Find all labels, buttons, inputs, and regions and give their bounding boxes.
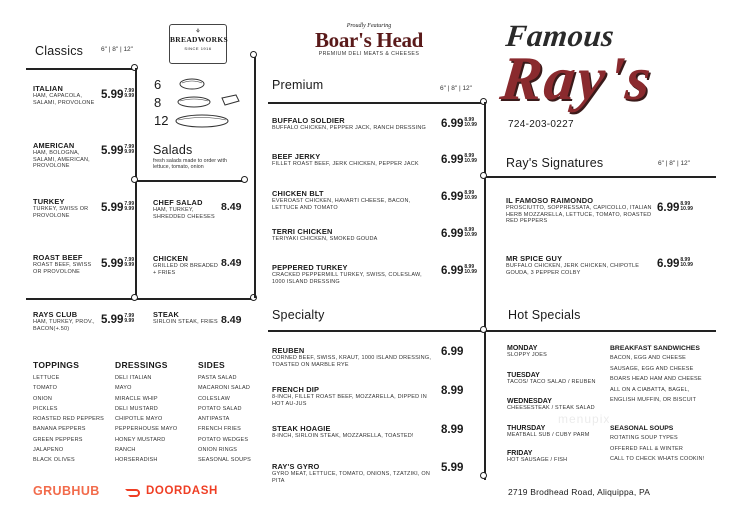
item-name: TURKEY	[33, 197, 65, 206]
item-price: 8.99	[441, 424, 464, 436]
item-desc: TERIYAKI CHICKEN, SMOKED GOUDA	[272, 236, 378, 242]
item-name: TERRI CHICKEN	[272, 227, 333, 236]
special-tuesday: TUESDAY TACOS/ TACO SALAD / REUBEN	[507, 372, 596, 385]
item-name: STEAK HOAGIE	[272, 424, 331, 433]
item-price: 6.998.99 10.99	[441, 153, 477, 166]
item-price: 8.99	[441, 385, 464, 397]
item-desc: BUFFALO CHICKEN, JERK CHICKEN, CHIPOTLE GOUDA, 3 PEPPER COLBY	[506, 263, 640, 276]
specialty-title: Specialty	[272, 308, 325, 322]
watermark: menupix	[558, 412, 611, 426]
item-price: 8.49	[221, 314, 242, 326]
item-desc: TURKEY, SWISS OR PROVOLONE	[33, 206, 89, 219]
junction-dot	[241, 176, 248, 183]
item-name: BUFFALO SOLDIER	[272, 116, 345, 125]
bread-size-labels: 6 8 12	[154, 77, 169, 128]
item-desc: CORNED BEEF, SWISS, KRAUT, 1000 ISLAND DRESSING, TOASTED ON MARBLE RYE	[272, 355, 432, 368]
item-name: RAYS CLUB	[33, 310, 78, 319]
hot-specials-title: Hot Specials	[508, 308, 581, 322]
bread-loaves-icon	[172, 76, 244, 132]
signatures-title: Ray's Signatures	[506, 156, 604, 170]
item-name: PEPPERED TURKEY	[272, 263, 348, 272]
item-desc: HAM, TURKEY, SHREDDED CHEESES	[153, 207, 215, 220]
seasonal-soups: SEASONAL SOUPS ROTATING SOUP TYPES OFFERED FALL & WINTER CALL TO CHECK WHATS COOKIN!	[610, 425, 720, 465]
specialty-rule	[268, 330, 716, 332]
menu-item-chicken-blt	[272, 189, 432, 211]
menu-item-peppered-turkey	[272, 263, 432, 285]
right-vertical	[484, 102, 486, 480]
menu-item-american	[33, 141, 99, 170]
toppings-list: TOPPINGS LETTUCE TOMATO ONION PICKLES ROASTED RED PEPPERS BANANA PEPPERS GREEN PEPPERS JALAPENO BLACK OLIVES	[33, 360, 105, 464]
wheat-icon: ⚘	[195, 29, 201, 35]
item-price: 5.997.99 9.99	[101, 88, 135, 101]
item-desc: HAM, BOLOGNA, SALAMI, AMERICAN, PROVOLONE	[33, 150, 90, 170]
item-desc: SIRLOIN STEAK, FRIES	[153, 319, 218, 325]
menu-item-rays-gyro	[272, 462, 432, 484]
menu-item-rays-club	[33, 310, 99, 332]
item-price: 5.997.99 9.99	[101, 201, 135, 214]
item-desc: GYRO MEAT, LETTUCE, TOMATO, ONIONS, TZATZIKI, ON PITA	[272, 471, 431, 484]
item-name: RAY'S GYRO	[272, 462, 320, 471]
special-monday: MONDAY SLOPPY JOES	[507, 345, 548, 358]
junction-dot	[480, 326, 487, 333]
item-price: 6.998.99 10.99	[441, 264, 477, 277]
special-wednesday: WEDNESDAY CHEESESTEAK / STEAK SALAD	[507, 398, 595, 411]
boars-head-logo: Proudly Featuring Boar's Head PREMIUM DELI MEATS & CHEESES	[314, 23, 424, 57]
item-price: 6.99	[441, 346, 464, 358]
seasonal-title: SEASONAL SOUPS	[610, 425, 674, 432]
menu-item-il-famoso-raimondo	[506, 196, 652, 225]
item-desc: 8-INCH, FILLET ROAST BEEF, MOZZARELLA, DIPPED IN HOT AU-JUS	[272, 394, 427, 407]
menu-item-beef-jerky	[272, 152, 432, 168]
menu-item-steak-salad	[153, 310, 219, 326]
famous-wordmark: Famous	[504, 18, 617, 53]
item-desc: HAM, TURKEY, PROV., BACON(+.50)	[33, 319, 95, 332]
menu-item-terri-chicken	[272, 227, 432, 243]
item-price: 5.997.99 9.99	[101, 313, 135, 326]
item-price: 5.997.99 9.99	[101, 257, 135, 270]
item-name: BEEF JERKY	[272, 152, 321, 161]
toppings-rule	[26, 298, 256, 300]
junction-dot	[480, 472, 487, 479]
item-desc: EVEROAST CHICKEN, HAVARTI CHEESE, BACON, LETTUCE AND TOMATO	[272, 198, 411, 211]
item-price: 6.998.99 10.99	[657, 257, 693, 270]
item-name: AMERICAN	[33, 141, 75, 150]
salads-note: fresh salads made to order with lettuce, tomato, onion	[153, 158, 227, 171]
item-price: 6.998.99 10.99	[657, 201, 693, 214]
grubhub-logo: GRUBHUB	[33, 484, 100, 498]
classics-sizes: 6" | 8" | 12"	[101, 46, 133, 53]
special-thursday: THURSDAY MEATBALL SUB / CUBY PARM	[507, 425, 590, 438]
salads-title: Salads	[153, 143, 193, 157]
item-name: ITALIAN	[33, 84, 63, 93]
item-price: 6.998.99 10.99	[441, 117, 477, 130]
item-name: ROAST BEEF	[33, 253, 83, 262]
item-price: 6.998.99 10.99	[441, 227, 477, 240]
premium-rule	[268, 102, 484, 104]
menu-item-roast-beef	[33, 253, 99, 275]
classics-title: Classics	[35, 44, 84, 58]
address: 2719 Brodhead Road, Aliquippa, PA	[508, 487, 651, 497]
item-desc: GRILLED OR BREADED + FRIES	[153, 263, 219, 276]
signatures-sizes: 6" | 8" | 12"	[658, 160, 690, 167]
dressings-list: DRESSINGS DELI ITALIAN MAYO MIRACLE WHIP DELI MUSTARD CHIPOTLE MAYO PEPPERHOUSE MAYO HONEY MUSTARD RANCH HORSERADISH	[115, 360, 178, 464]
junction-dot	[131, 176, 138, 183]
junction-dot	[480, 172, 487, 179]
item-price: 6.998.99 10.99	[441, 190, 477, 203]
classics-rule	[26, 68, 136, 70]
premium-sizes: 6" | 8" | 12"	[440, 85, 472, 92]
main-vertical	[254, 55, 256, 298]
item-desc: HAM, CAPACOLA, SALAMI, PROVOLONE	[33, 93, 95, 106]
item-desc: CRACKED PEPPERMILL TURKEY, SWISS, COLESLAW, 1000 ISLAND DRESSING	[272, 272, 422, 285]
menu-item-buffalo-soldier	[272, 116, 432, 132]
rays-wordmark: Ray's	[497, 45, 656, 113]
doordash-icon	[124, 486, 144, 498]
item-desc: ROAST BEEF, SWISS OR PROVOLONE	[33, 262, 92, 275]
item-name: REUBEN	[272, 346, 305, 355]
breakfast-title: BREAKFAST SANDWICHES	[610, 345, 700, 352]
item-desc: 8-INCH, SIRLOIN STEAK, MOZZARELLA, TOASTED!	[272, 433, 414, 439]
item-price: 5.997.99 9.99	[101, 144, 135, 157]
menu-item-chicken-salad	[153, 254, 219, 276]
junction-dot	[250, 51, 257, 58]
sides-list: SIDES PASTA SALAD MACARONI SALAD COLESLAW POTATO SALAD ANTIPASTA FRENCH FRIES POTATO WEDGES ONION RINGS SEASONAL SOUPS	[198, 360, 252, 464]
menu-item-turkey	[33, 197, 99, 219]
menu-item-mr-spice-guy	[506, 254, 652, 276]
item-desc: BUFFALO CHICKEN, PEPPER JACK, RANCH DRESSING	[272, 125, 426, 131]
item-name: CHICKEN	[153, 254, 189, 263]
signatures-rule	[484, 176, 716, 178]
salads-rule	[135, 180, 245, 182]
premium-title: Premium	[272, 78, 324, 92]
menu-item-chef-salad	[153, 198, 219, 220]
item-desc: FILLET ROAST BEEF, JERK CHICKEN, PEPPER JACK	[272, 161, 419, 167]
menu-item-italian	[33, 84, 99, 106]
breakfast-sandwiches: BREAKFAST SANDWICHES BACON, EGG AND CHEESE SAUSAGE, EGG AND CHEESE BOARS HEAD HAM AND CHEESE ALL ON A CIABATTA, BAGEL, ENGLISH MUFFIN, OR BISCUIT	[610, 345, 720, 406]
item-desc: PROSCIUTTO, SOPPRESSATA, CAPICOLLO, ITALIAN HERB MOZZARELLA, LETTUCE, TOMATO, ROASTED RED PEPPERS	[506, 205, 652, 225]
breadworks-logo: ⚘ BREADWORKS SINCE 1916	[169, 24, 227, 64]
item-price: 8.49	[221, 201, 242, 213]
item-name: CHICKEN BLT	[272, 189, 324, 198]
item-name: STEAK	[153, 310, 180, 319]
item-name: MR SPICE GUY	[506, 254, 563, 263]
item-price: 5.99	[441, 462, 464, 474]
item-name: FRENCH DIP	[272, 385, 320, 394]
classics-divider	[135, 68, 137, 298]
item-name: CHEF SALAD	[153, 198, 203, 207]
special-friday: FRIDAY HOT SAUSAGE / FISH	[507, 450, 568, 463]
item-price: 8.49	[221, 257, 242, 269]
menu-item-reuben	[272, 346, 432, 368]
doordash-logo: DOORDASH	[146, 485, 218, 497]
junction-dot	[131, 294, 138, 301]
menu-item-french-dip	[272, 385, 432, 407]
menu-item-steak-hoagie	[272, 424, 432, 440]
item-name: IL FAMOSO RAIMONDO	[506, 196, 594, 205]
phone-number: 724-203-0227	[508, 119, 574, 130]
